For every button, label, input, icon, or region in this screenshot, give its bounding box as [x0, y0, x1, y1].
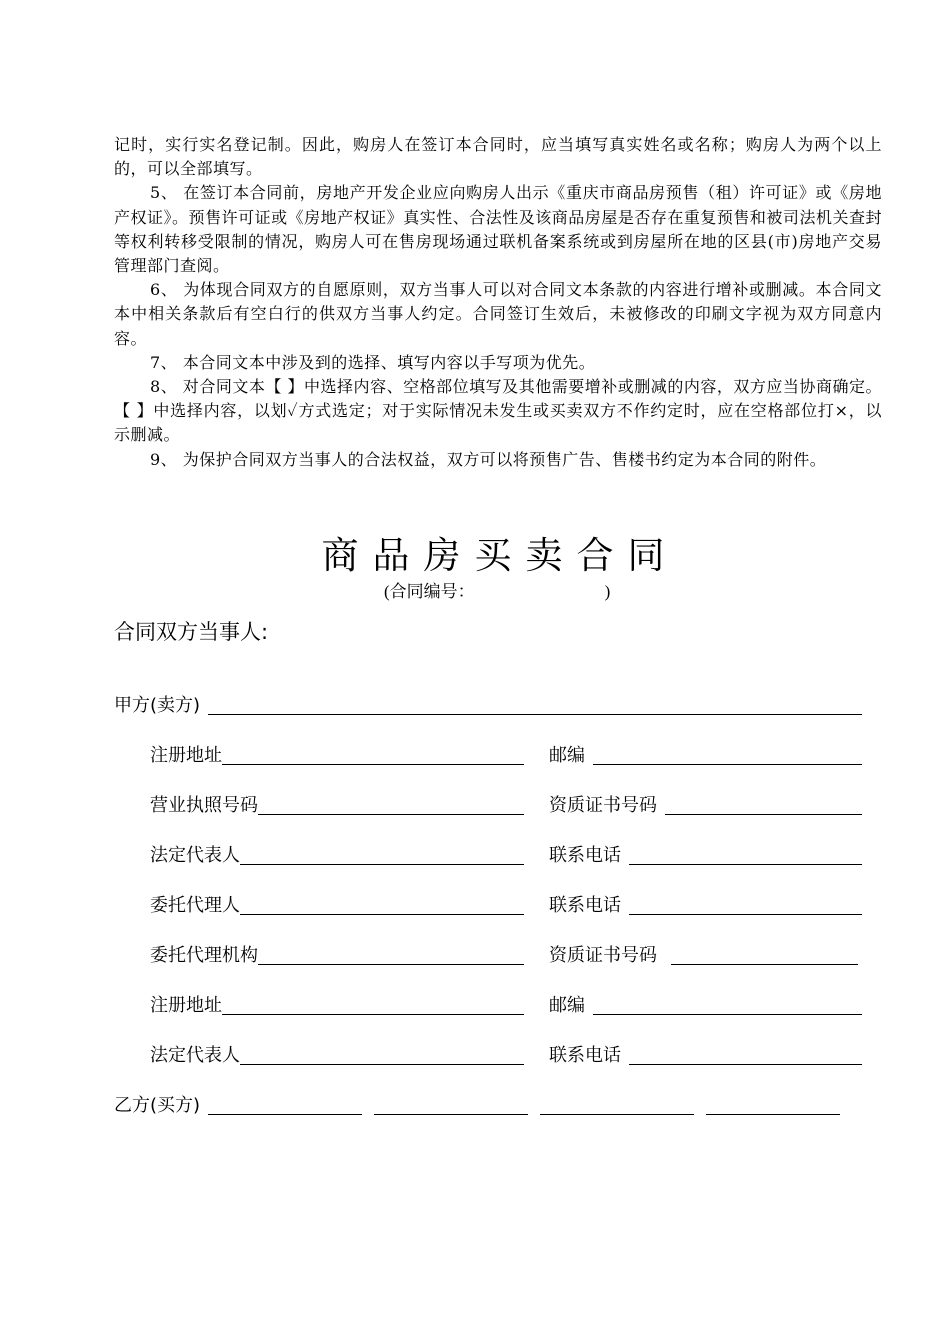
agency-address-label: 注册地址 — [150, 995, 222, 1016]
party-a-label: 甲方(卖方) — [114, 695, 201, 716]
seller-qualification-label: 资质证书号码 — [549, 795, 657, 816]
parties-heading: 合同双方当事人: — [114, 620, 269, 644]
party-b-name-field-3[interactable] — [540, 1092, 694, 1115]
note-6: 6、 为体现合同双方的自愿原则，双方当事人可以对合同文本条款的内容进行增补或删减。本合同文本中相关条款后有空白行的供双方当事人约定。合同签订生效后，未被修改的印刷文字视为双方同意内容。 — [114, 280, 882, 348]
note-7: 7、 本合同文本中涉及到的选择、填写内容以手写项为优先。 — [150, 352, 596, 372]
note-continuation: 记时，实行实名登记制。因此，购房人在签订本合同时，应当填写真实姓名或名称；购房人为两个以上的，可以全部填写。 — [114, 135, 882, 179]
seller-legal-rep-label: 法定代表人 — [150, 845, 240, 866]
seller-address-field[interactable] — [222, 742, 524, 765]
seller-postcode-row — [549, 740, 862, 768]
agency-postcode-row — [549, 990, 862, 1018]
contract-number-suffix: ) — [604, 582, 611, 601]
seller-legal-rep-field[interactable] — [240, 842, 524, 865]
seller-agent-row — [150, 890, 524, 918]
note-9: 9、 为保护合同双方当事人的合法权益，双方可以将预售广告、售楼书约定为本合同的附件。 — [150, 449, 827, 469]
agency-address-row — [150, 990, 524, 1018]
agency-phone-field[interactable] — [629, 1042, 862, 1065]
agency-postcode-field[interactable] — [593, 992, 862, 1015]
agency-legal-rep-field[interactable] — [240, 1042, 524, 1065]
note-5: 5、 在签订本合同前，房地产开发企业应向购房人出示《重庆市商品房预售（租）许可证》或《房地产权证》。预售许可证或《房地产权证》真实性、合法性及该商品房屋是否存在重复预售和被司法机关查封等权利转移受限制的情况，购房人可在售房现场通过联机备案系统或到房屋所在地的区县(市)房地产交易管理部门查阅。 — [114, 183, 882, 276]
seller-license-row — [150, 790, 524, 818]
agency-row — [150, 940, 524, 968]
seller-agent-label: 委托代理人 — [150, 895, 240, 916]
seller-license-field[interactable] — [258, 792, 524, 815]
seller-address-row — [150, 740, 524, 768]
seller-postcode-field[interactable] — [593, 742, 862, 765]
seller-agent-phone-label: 联系电话 — [549, 895, 621, 916]
seller-agent-phone-field[interactable] — [629, 892, 862, 915]
party-a-row — [114, 690, 862, 718]
seller-phone-label: 联系电话 — [549, 845, 621, 866]
party-a-name-field[interactable] — [208, 692, 862, 715]
agency-legal-rep-row — [150, 1040, 524, 1068]
contract-number — [384, 580, 610, 604]
contract-title: 商品房买卖合同 — [321, 534, 679, 577]
party-b-name-field-1[interactable] — [208, 1092, 362, 1115]
seller-qualification-row — [549, 790, 862, 818]
agency-address-field[interactable] — [222, 992, 524, 1015]
seller-postcode-label: 邮编 — [549, 745, 585, 766]
seller-qualification-field[interactable] — [665, 792, 862, 815]
seller-agent-phone-row — [549, 890, 862, 918]
party-b-label: 乙方(买方) — [114, 1095, 201, 1116]
agency-label: 委托代理机构 — [150, 945, 258, 966]
agency-qualification-field[interactable] — [671, 942, 858, 965]
seller-agent-field[interactable] — [240, 892, 524, 915]
party-b-name-field-2[interactable] — [374, 1092, 528, 1115]
party-b-row — [114, 1090, 854, 1118]
instructions-section — [114, 133, 882, 472]
seller-phone-row — [549, 840, 862, 868]
agency-legal-rep-label: 法定代表人 — [150, 1045, 240, 1066]
seller-license-label: 营业执照号码 — [150, 795, 258, 816]
contract-number-prefix: (合同编号： — [384, 582, 475, 601]
seller-address-label: 注册地址 — [150, 745, 222, 766]
agency-phone-row — [549, 1040, 862, 1068]
agency-postcode-label: 邮编 — [549, 995, 585, 1016]
agency-field[interactable] — [258, 942, 524, 965]
agency-qualification-row — [549, 940, 858, 968]
seller-phone-field[interactable] — [629, 842, 862, 865]
agency-phone-label: 联系电话 — [549, 1045, 621, 1066]
note-8: 8、 对合同文本【 】中选择内容、空格部位填写及其他需要增补或删减的内容，双方应当协商确定。【 】中选择内容，以划✓方式选定；对于实际情况未发生或买卖双方不作约定时，应在空格部位打×，以示删减。 — [114, 377, 882, 445]
seller-legal-rep-row — [150, 840, 524, 868]
party-b-name-field-4[interactable] — [706, 1092, 840, 1115]
agency-qualification-label: 资质证书号码 — [549, 945, 657, 966]
